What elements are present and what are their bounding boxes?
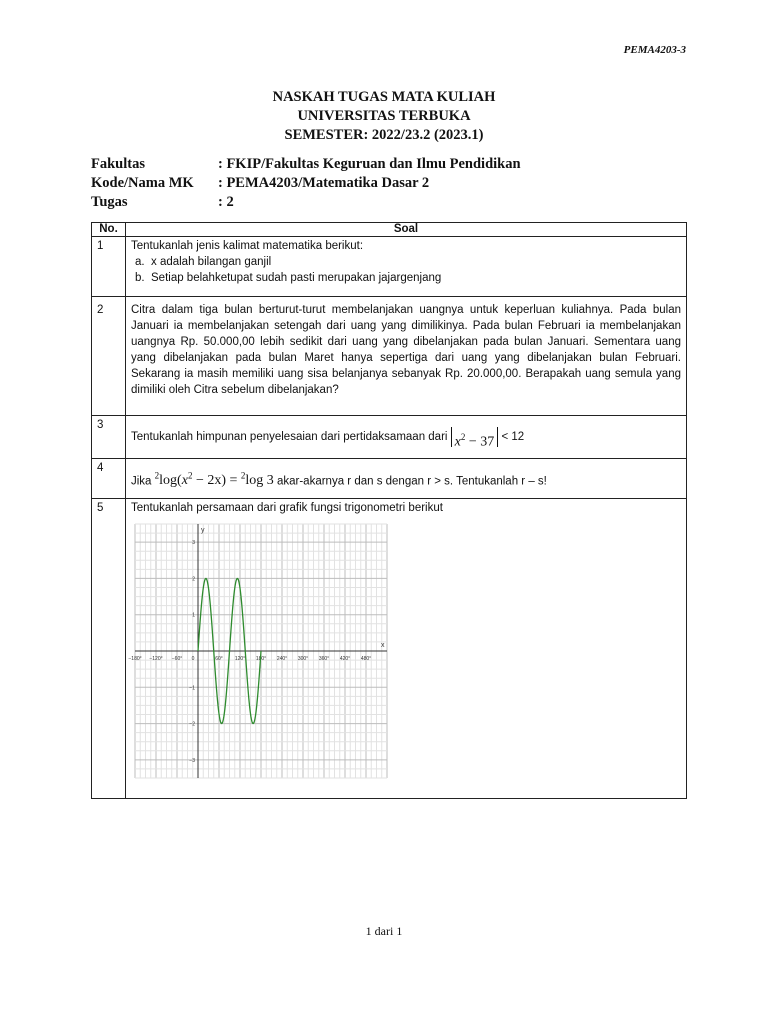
y-tick-label: −2	[189, 721, 195, 728]
log-base: 2	[240, 470, 246, 481]
question-number: 2	[92, 297, 126, 416]
x-tick-label: 300°	[297, 656, 309, 662]
x-tick-label: 60°	[215, 656, 223, 662]
question-tail: akar-akarnya r dan s dengan r > s. Tentukanlah r – s!	[276, 475, 547, 488]
x-tick-label: 480°	[360, 656, 372, 662]
question-body	[126, 237, 687, 297]
x-tick-label: 120°	[234, 656, 246, 662]
y-tick-label: −1	[189, 685, 195, 692]
y-tick-label: 3	[192, 540, 195, 547]
question-row-5	[92, 499, 687, 799]
kode-label: Kode/Nama MK	[91, 175, 194, 191]
question-options	[131, 254, 681, 286]
question-row-4	[92, 459, 687, 499]
question-number: 3	[92, 416, 126, 459]
page-footer: 1 dari 1	[365, 924, 403, 938]
log-base: 2	[154, 470, 160, 481]
option-marker: b.	[135, 272, 145, 284]
math-rest: − 2x) =	[192, 473, 241, 489]
absolute-value-expression	[451, 427, 499, 450]
log-func: log(	[159, 473, 182, 489]
x-tick-label: −120°	[149, 656, 163, 662]
questions-table	[91, 222, 687, 799]
math-rest: − 37	[465, 434, 495, 450]
col-soal-header: Soal	[126, 223, 687, 237]
col-no-header: No.	[92, 223, 126, 237]
course-meta	[91, 155, 521, 212]
option-a	[135, 254, 681, 270]
trig-graph	[128, 516, 391, 784]
option-marker: a.	[135, 256, 145, 268]
x-tick-label: 0	[191, 656, 195, 662]
fakultas-value: : FKIP/Fakultas Keguruan dan Ilmu Pendidikan	[218, 156, 521, 172]
option-b	[135, 270, 681, 286]
document-code: PEMA4203-3	[623, 44, 686, 56]
question-number: 1	[92, 237, 126, 297]
kode-value: : PEMA4203/Matematika Dasar 2	[218, 175, 430, 191]
question-text: Tentukanlah jenis kalimat matematika berikut:	[131, 240, 364, 252]
y-axis-label: y	[201, 527, 205, 534]
question-body	[126, 499, 687, 799]
math-exponent: 2	[187, 470, 193, 481]
x-tick-label: 420°	[339, 656, 351, 662]
question-number: 4	[92, 459, 126, 499]
question-row-1	[92, 237, 687, 297]
y-tick-label: 1	[192, 612, 195, 619]
y-tick-label: 2	[192, 576, 195, 583]
x-tick-label: −60°	[171, 656, 183, 662]
x-tick-label: 180°	[255, 656, 267, 662]
document-title	[0, 88, 768, 145]
math-exponent: 2	[460, 432, 466, 442]
inequality-tail: < 12	[501, 431, 525, 444]
option-text: Setiap belahketupat sudah pasti merupakan jajargenjang	[151, 272, 442, 284]
question-text: Citra dalam tiga bulan berturut-turut membelanjakan uangnya untuk keperluan kuliahnya. Pada bulan Januari ia membelanjakan setengah dari uang yang dimilikinya. Pada bulan Februari ia membelanjakan uangnya Rp. 50.000,00 lebih sedikit dari uang yang dibelanjakan pada bulan Januari. Sementara uang yang dibelanjakan pada bulan Maret hanya sepertiga dari uang yang dibelanjakan bulan Februari. Sekarang ia masih memiliki uang sisa belanjanya sebanyak Rp. 20.000,00. Berapakah uang semula yang dimiliki oleh Citra sebelum dibelanjakan?	[126, 297, 687, 416]
question-body	[126, 459, 687, 499]
question-number: 5	[92, 499, 126, 799]
x-tick-label: −180°	[128, 656, 142, 662]
tugas-label: Tugas	[91, 194, 128, 210]
title-line-2: UNIVERSITAS TERBUKA	[297, 108, 471, 124]
x-axis-label: x	[381, 642, 385, 649]
option-text: x adalah bilangan ganjil	[151, 256, 272, 268]
log-expression	[154, 470, 274, 489]
question-row-2	[92, 297, 687, 416]
x-tick-label: 240°	[276, 656, 288, 662]
tugas-value: : 2	[218, 194, 234, 210]
question-text: Tentukanlah persamaan dari grafik fungsi trigonometri berikut	[131, 502, 443, 514]
question-row-3	[92, 416, 687, 459]
y-tick-label: −3	[189, 757, 195, 764]
log-func: log 3	[245, 473, 274, 489]
title-line-1: NASKAH TUGAS MATA KULIAH	[272, 89, 496, 105]
math-variable: x	[181, 473, 188, 489]
question-body	[126, 416, 687, 459]
question-text: Tentukanlah himpunan penyelesaian dari pertidaksamaan dari	[131, 431, 448, 444]
table-header-row	[92, 223, 687, 237]
fakultas-label: Fakultas	[91, 156, 145, 172]
question-lead: Jika	[131, 475, 155, 488]
x-tick-label: 360°	[318, 656, 330, 662]
math-variable: x	[454, 434, 461, 450]
title-line-3: SEMESTER: 2022/23.2 (2023.1)	[284, 127, 484, 143]
